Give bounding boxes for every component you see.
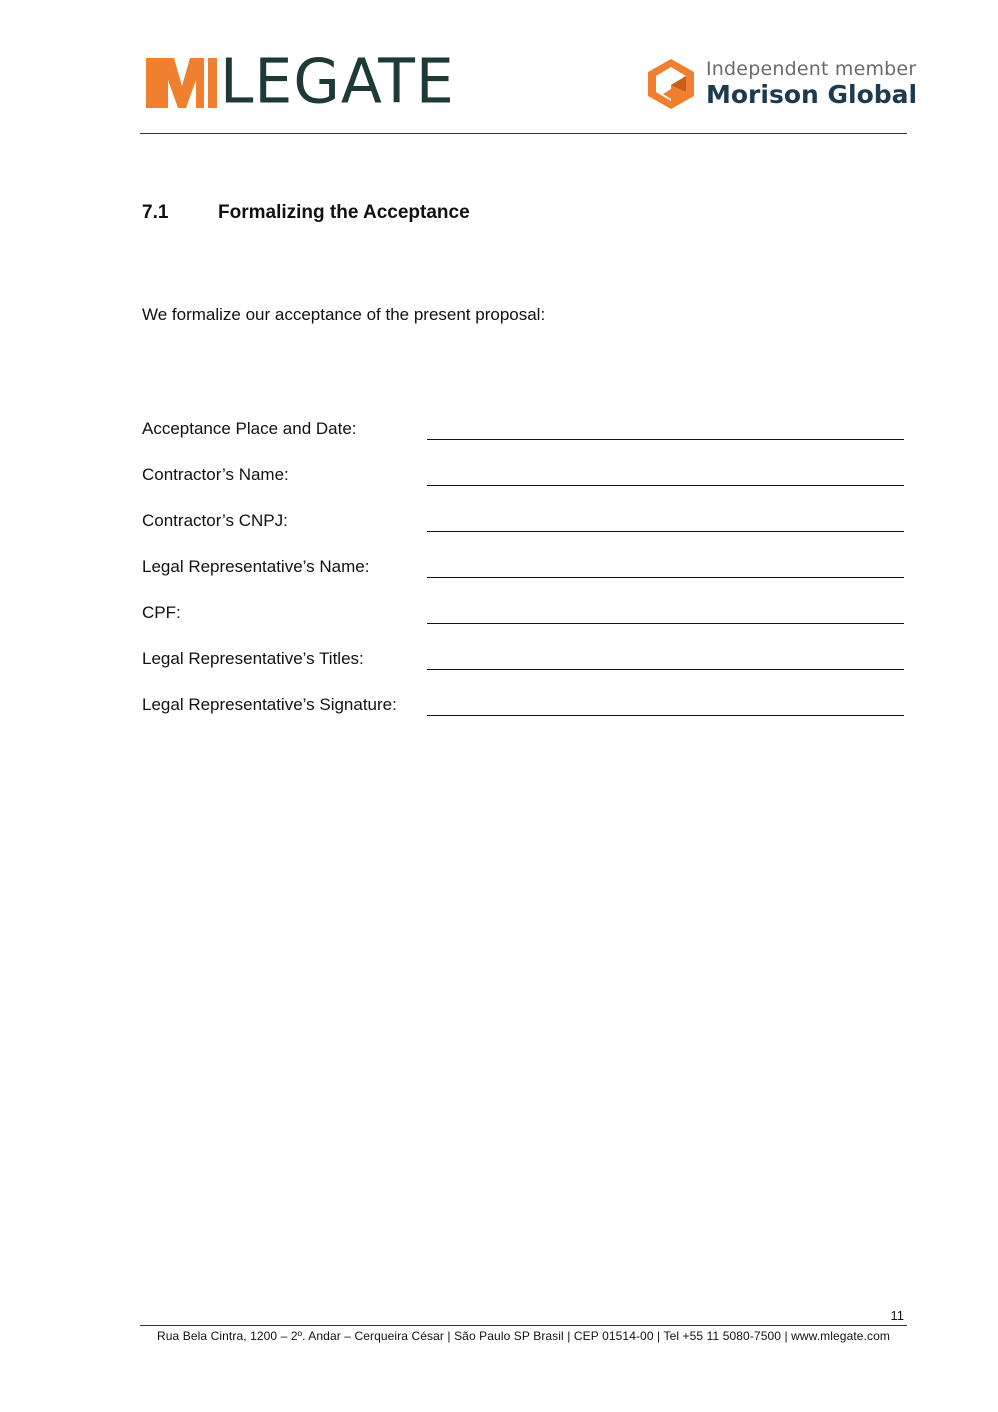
morison-emblem-icon xyxy=(648,59,694,109)
mlegate-wordmark: LEGATE xyxy=(220,46,455,118)
page-number: 11 xyxy=(890,1308,904,1323)
field-label: Contractor’s Name: xyxy=(142,465,289,484)
section-title: Formalizing the Acceptance xyxy=(218,202,470,223)
field-label: Acceptance Place and Date: xyxy=(142,419,357,438)
footer-divider xyxy=(140,1325,907,1326)
form-row-representative-signature xyxy=(142,694,904,740)
contractor-cnpj-line[interactable] xyxy=(427,531,904,532)
representative-name-line[interactable] xyxy=(427,577,904,578)
field-label: Legal Representative’s Titles: xyxy=(142,649,364,668)
morison-global-logo xyxy=(648,58,917,110)
section-number: 7.1 xyxy=(142,202,169,223)
cpf-line[interactable] xyxy=(427,623,904,624)
field-label: Legal Representative’s Signature: xyxy=(142,695,397,714)
field-label: Contractor’s CNPJ: xyxy=(142,511,288,530)
acceptance-form xyxy=(142,418,904,740)
form-row-contractor-name xyxy=(142,464,904,510)
form-row-cpf xyxy=(142,602,904,648)
form-row-contractor-cnpj xyxy=(142,510,904,556)
mlegate-logo xyxy=(146,46,455,118)
morison-tagline: Independent member xyxy=(706,58,917,80)
intro-text: We formalize our acceptance of the present proposal: xyxy=(142,305,546,324)
place-date-line[interactable] xyxy=(427,439,904,440)
section-heading xyxy=(142,202,470,224)
form-row-representative-name xyxy=(142,556,904,602)
header-divider xyxy=(140,133,907,134)
field-label: Legal Representative’s Name: xyxy=(142,557,370,576)
representative-signature-line[interactable] xyxy=(427,715,904,716)
mlegate-m-icon xyxy=(146,56,218,108)
form-row-place-date xyxy=(142,418,904,464)
form-row-representative-titles xyxy=(142,648,904,694)
field-label: CPF: xyxy=(142,603,181,622)
representative-titles-line[interactable] xyxy=(427,669,904,670)
morison-name: Morison Global xyxy=(706,80,918,109)
footer-address: Rua Bela Cintra, 1200 – 2º. Andar – Cerqueira César | São Paulo SP Brasil | CEP 01514-00 | Tel +55 11 5080-7500 | www.mlegate.com xyxy=(157,1329,890,1343)
contractor-name-line[interactable] xyxy=(427,485,904,486)
morison-text-block xyxy=(706,58,917,110)
